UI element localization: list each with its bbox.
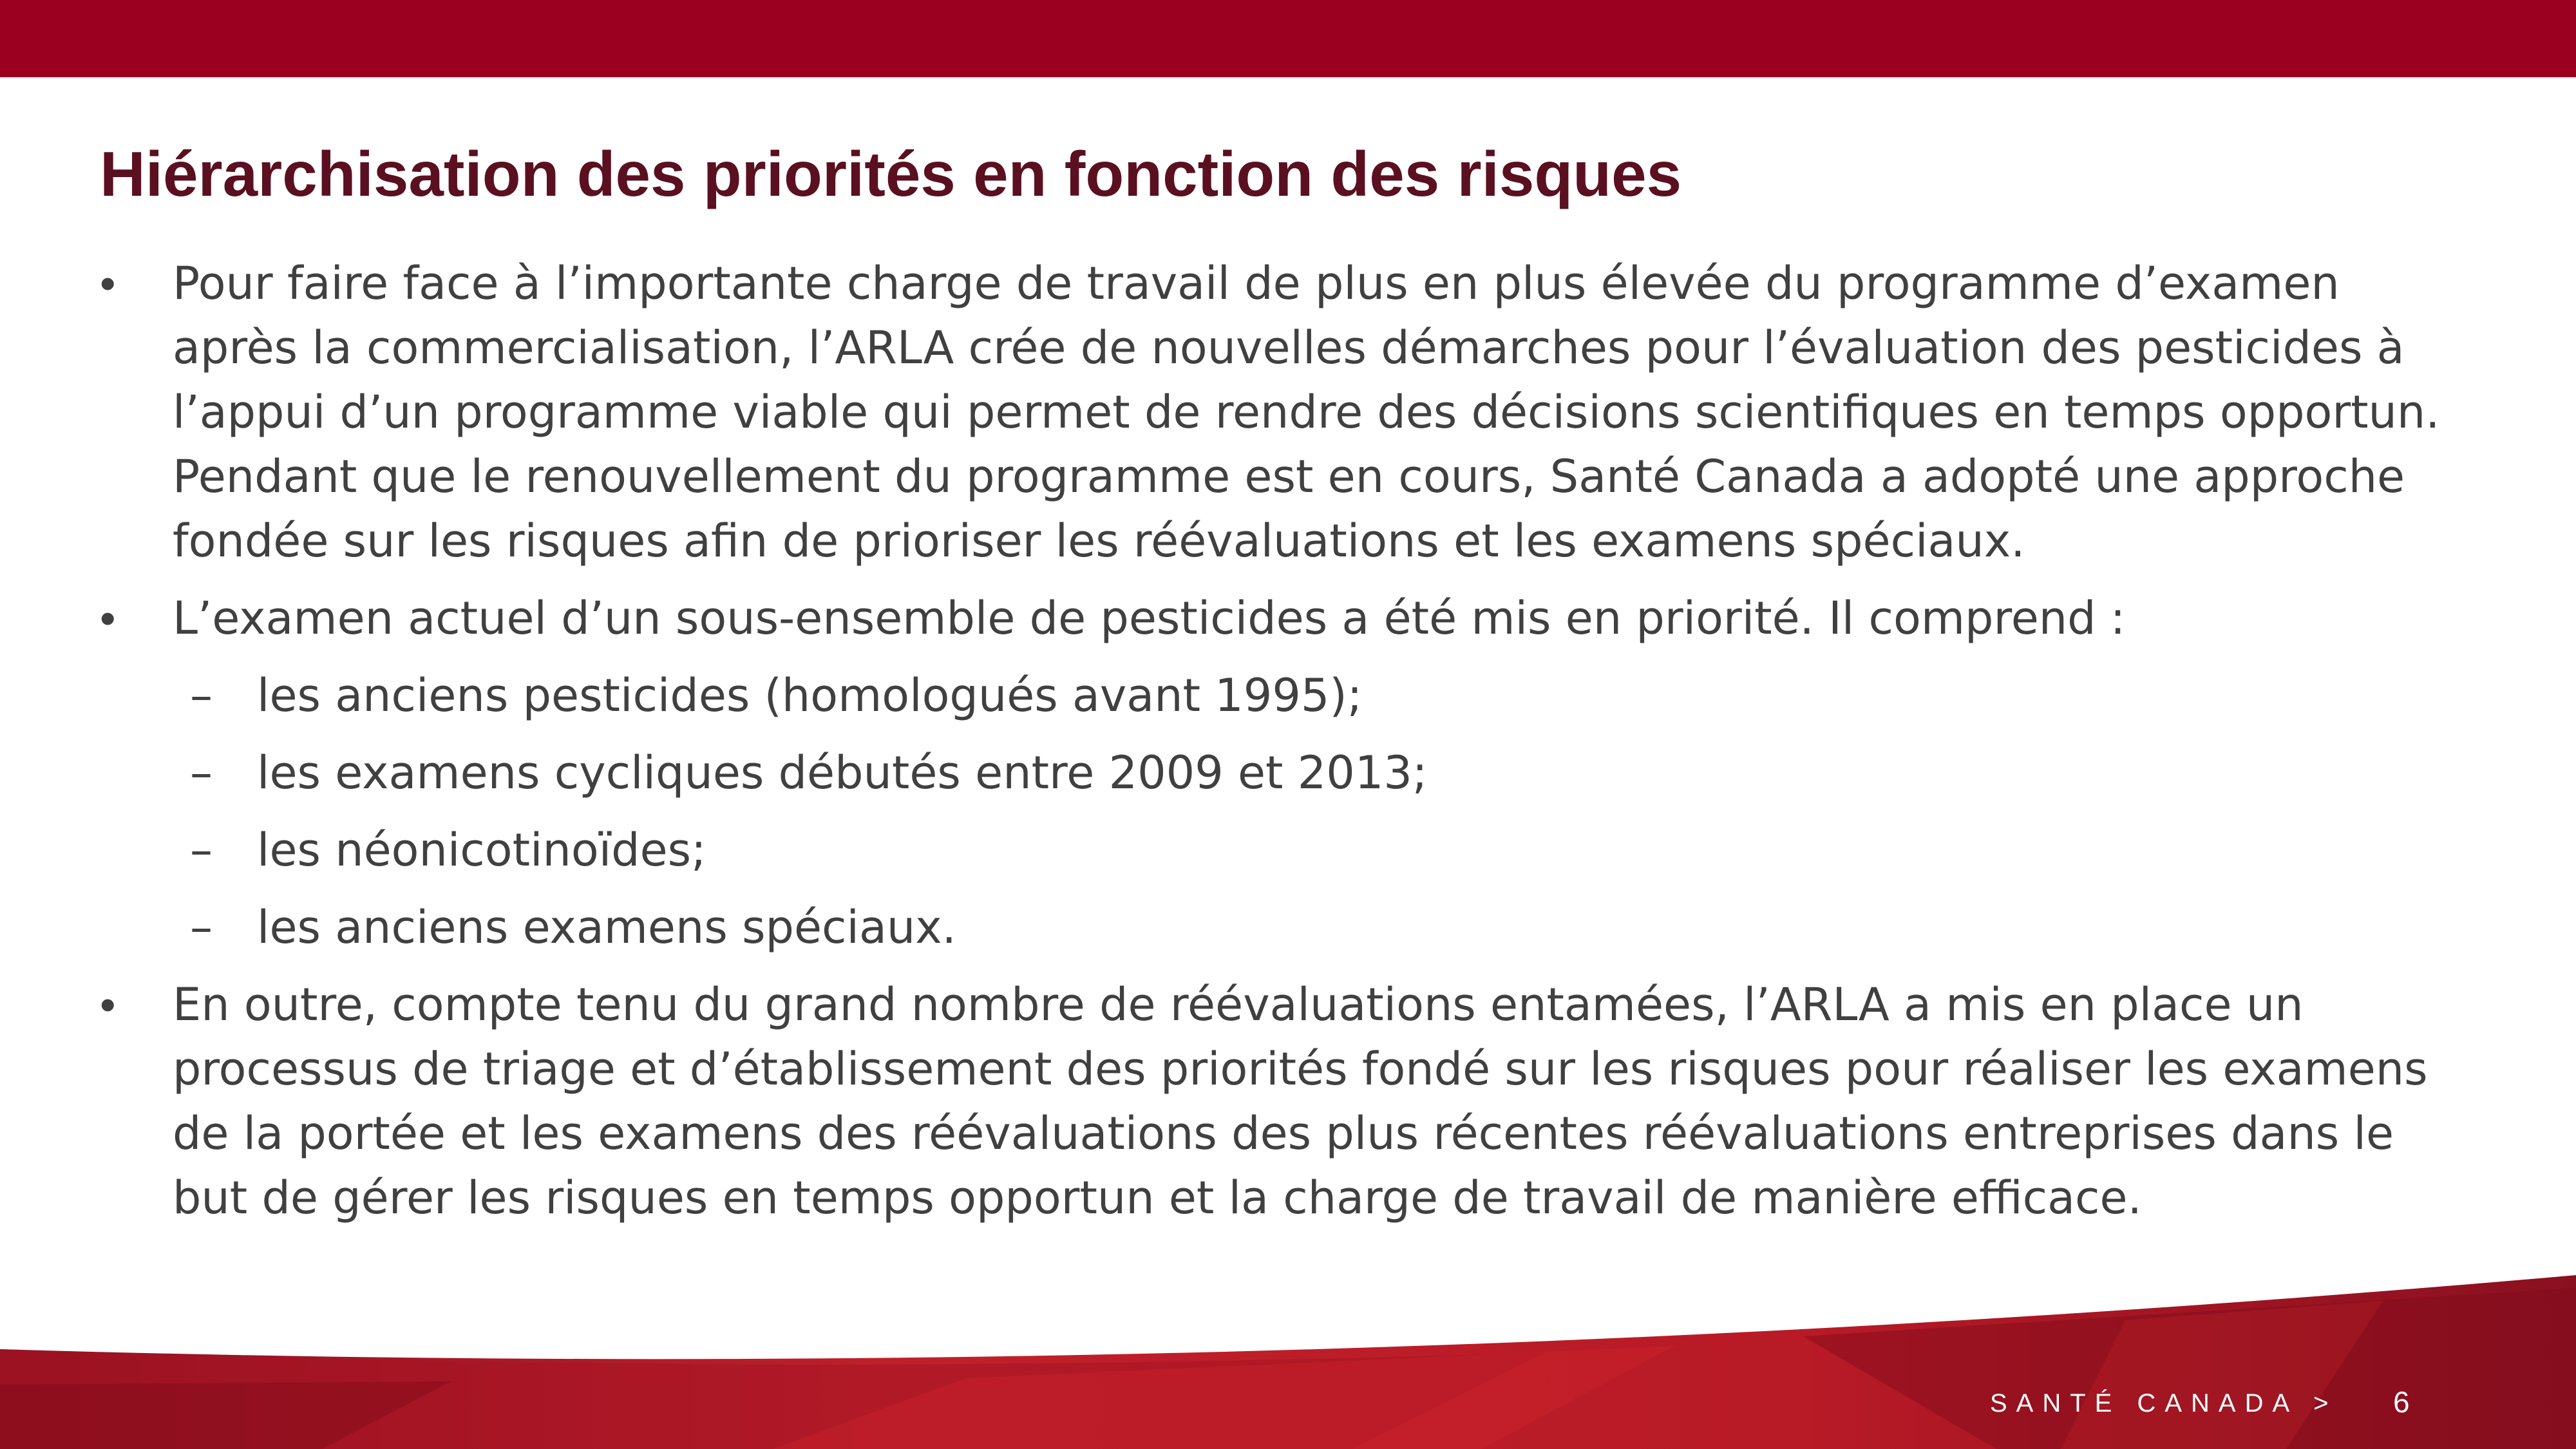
bullet-item [100,251,2440,573]
bullet-line: processus de triage et d’établissement des priorités fondé sur les risques pour réaliser les examens [173,1043,2428,1095]
sub-list-item [100,663,2418,728]
dash-marker: – [190,669,213,722]
bullet-marker: • [100,980,116,1030]
sub-list-item [100,818,2418,882]
bullet-line: Pour faire face à l’importante charge de travail de plus en plus élevée du programme d’examen [173,257,2340,310]
top-banner [0,0,2576,77]
slide-title: Hiérarchisation des priorités en fonction des risques [100,138,1682,209]
bullet-item [100,586,2418,650]
sub-list [100,663,2418,960]
footer-wave-decoration [0,1275,2576,1449]
dash-marker: – [190,824,213,876]
sub-item-text: les anciens examens spéciaux. [257,901,956,954]
bullet-line: L’examen actuel d’un sous-ensemble de pesticides a été mis en priorité. Il comprend : [173,592,2126,645]
bullet-line: l’appui d’un programme viable qui permet de rendre des décisions scientifiques en temps opportun. [173,386,2440,439]
bullet-line: but de gérer les risques en temps opportun et la charge de travail de manière efficace. [173,1171,2142,1224]
sub-list-item [100,895,2418,960]
footer-brand-label: SANTÉ CANADA > [1990,1389,2338,1417]
sub-item-text: les anciens pesticides (homologués avant 1995); [257,669,1363,722]
sub-item-text: les examens cycliques débutés entre 2009 et 2013; [257,746,1428,799]
dash-marker: – [190,746,213,799]
bullet-item [100,972,2428,1230]
page-number: 6 [2393,1385,2410,1419]
bullet-marker: • [100,258,116,308]
bullet-line: Pendant que le renouvellement du programme est en cours, Santé Canada a adopté une approche [173,450,2405,503]
slide-body [100,251,2440,1243]
bullet-line: En outre, compte tenu du grand nombre de réévaluations entamées, l’ARLA a mis en place un [173,978,2304,1031]
sub-item-text: les néonicotinoïdes; [257,824,706,876]
bullet-line: de la portée et les examens des réévaluations des plus récentes réévaluations entreprises dans le [173,1107,2394,1160]
dash-marker: – [190,901,213,954]
bullet-line: fondée sur les risques afin de prioriser les réévaluations et les examens spéciaux. [173,515,2025,567]
sub-list-item [100,741,2418,805]
bullet-line: après la commercialisation, l’ARLA crée de nouvelles démarches pour l’évaluation des pesticides à [173,321,2405,374]
bullet-marker: • [100,593,116,643]
